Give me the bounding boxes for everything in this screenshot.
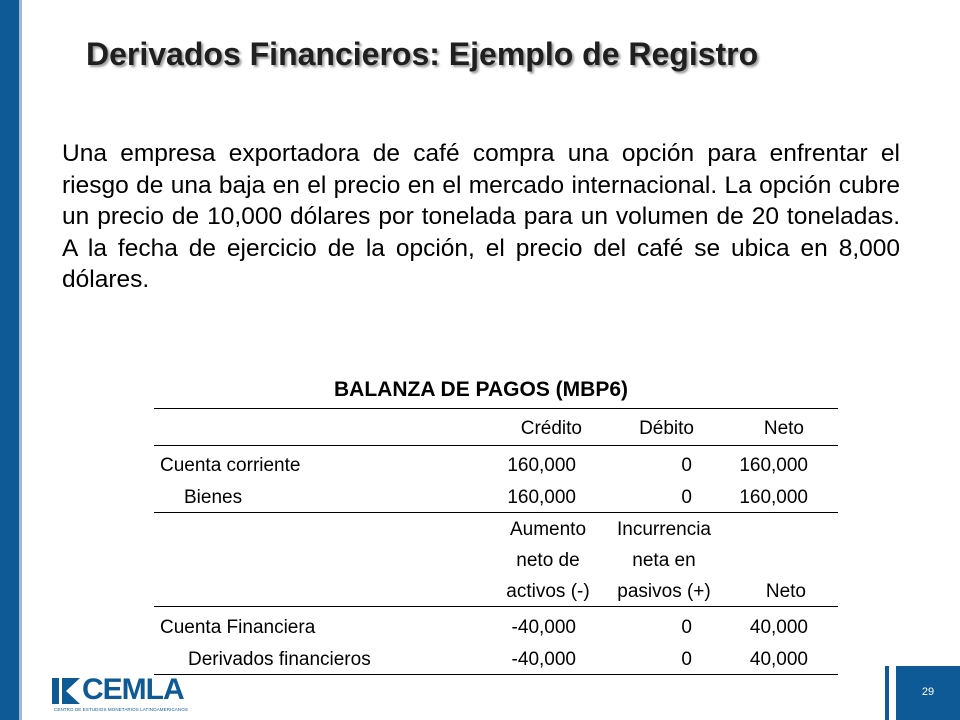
- header-liabilities-line3: pasivos (+): [617, 581, 711, 602]
- slide-body-text: Una empresa exportadora de café compra una opción para enfrentar el riesgo de una baja en el precio en el mercado internacional. La opción cubre un precio de 10,000 dólares por tonelada para un volumen de 20 toneladas. A la fecha de ejercicio de la opción, el precio del café se ubica en 8,000 dólares.: [62, 140, 900, 293]
- row-financial-account-liabilities: 0: [681, 617, 692, 638]
- row-financial-account-label: Cuenta Financiera: [160, 617, 316, 638]
- header-assets-line2: neto de: [516, 550, 580, 571]
- row-current-account-debit: 0: [681, 455, 692, 476]
- header-debit: Débito: [639, 418, 694, 439]
- slide-title: Derivados Financieros: Ejemplo de Registro: [86, 36, 759, 72]
- left-accent-bar-edge: [19, 0, 22, 720]
- left-accent-bar: [0, 0, 19, 720]
- page-number-box-edge: [885, 666, 889, 720]
- header-liabilities-line1: Incurrencia: [617, 519, 711, 540]
- cemla-logo-name: CEMLA: [82, 673, 184, 706]
- table-rule-top: [154, 408, 838, 409]
- row-financial-account-assets: -40,000: [511, 617, 576, 638]
- table-rule-bottom: [154, 674, 838, 675]
- page-number: 29: [921, 686, 935, 698]
- header-liabilities-line2: neta en: [632, 550, 696, 571]
- row-derivatives-assets: -40,000: [511, 649, 576, 670]
- row-derivatives-net: 40,000: [749, 649, 808, 670]
- row-goods-debit: 0: [681, 487, 692, 508]
- header-assets-line1: Aumento: [509, 519, 587, 540]
- row-current-account-net: 160,000: [739, 455, 808, 476]
- row-financial-account-net: 40,000: [749, 617, 808, 638]
- row-current-account-label: Cuenta corriente: [160, 455, 301, 476]
- header2-net: Neto: [765, 581, 806, 602]
- table-title: BALANZA DE PAGOS (MBP6): [334, 378, 628, 401]
- table-rule-middle: [154, 512, 838, 513]
- table-rule-header2: [154, 606, 838, 607]
- cemla-logo-subtitle: CENTRO DE ESTUDIOS MONETARIOS LATINOAMERICANOS: [54, 707, 188, 712]
- row-goods-label: Bienes: [184, 487, 243, 508]
- row-goods-net: 160,000: [739, 487, 808, 508]
- row-current-account-credit: 160,000: [507, 455, 576, 476]
- header-net: Neto: [763, 418, 804, 439]
- header-credit: Crédito: [520, 418, 582, 439]
- row-derivatives-label: Derivados financieros: [188, 649, 371, 670]
- cemla-logo-icon: [52, 676, 82, 706]
- cemla-logo: [52, 674, 192, 716]
- row-derivatives-liabilities: 0: [681, 649, 692, 670]
- header-assets-line3: activos (-): [506, 581, 590, 602]
- row-goods-credit: 160,000: [507, 487, 576, 508]
- table-rule-header1: [154, 445, 838, 446]
